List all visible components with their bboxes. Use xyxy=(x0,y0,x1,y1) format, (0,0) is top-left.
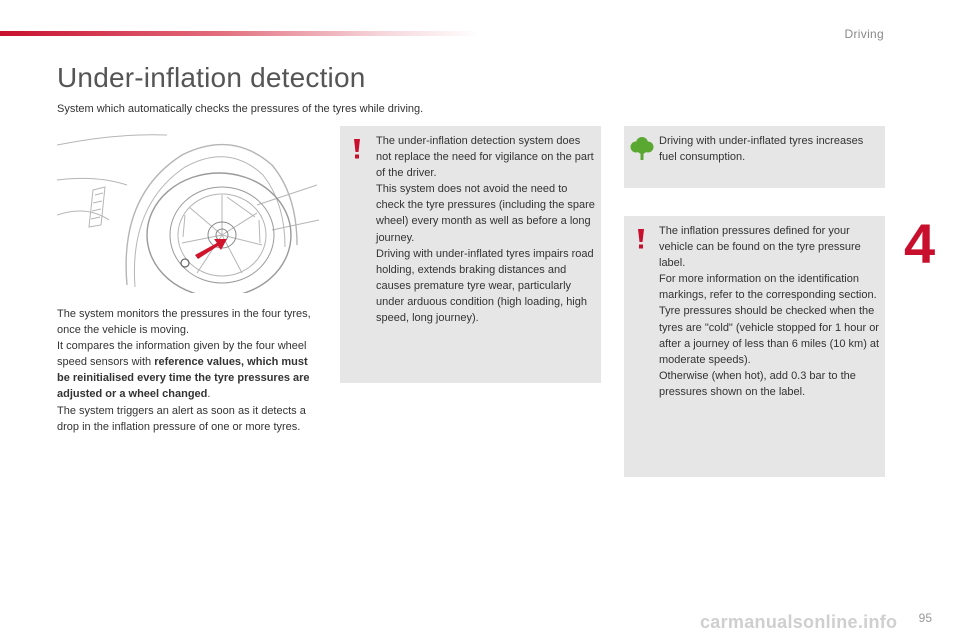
body-paragraph: The system monitors the pressures in the four tyres, once the vehicle is moving. xyxy=(57,308,311,337)
info-text: Tyre pressures should be checked when the tyres are "cold" (vehicle stopped for 1 hour or after a journey of less than 6 miles (10 km) at moderate speeds). xyxy=(659,305,880,366)
header-accent-bar xyxy=(0,31,480,36)
watermark: carmanualsonline.info xyxy=(700,612,898,632)
warning-text: The under-inflation detection system does not replace the need for vigilance on the part of the driver. xyxy=(376,135,594,180)
info-text: The inflation pressures defined for your vehicle can be found on the tyre pressure label. xyxy=(659,225,861,270)
warning-text: Driving with under-inflated tyres impairs road holding, extends braking distances and causes premature tyre wear, particularly under arduous condition (high loading, high speed, long journey). xyxy=(376,247,594,325)
chapter-number: 4 xyxy=(904,212,936,275)
eco-box xyxy=(624,126,885,188)
exclamation-icon xyxy=(634,228,648,250)
page-title: Under-inflation detection xyxy=(57,62,366,93)
warning-box xyxy=(340,126,601,383)
bold-emphasis: reference values, which must be reinitialised every time the tyre pressures are adjusted or a wheel changed xyxy=(57,356,310,401)
body-paragraph: It compares the information given by the four wheel speed sensors with reference values, which must be reinitialised every time the tyre pressures are adjusted or a wheel changed. xyxy=(57,340,310,401)
tree-icon xyxy=(629,135,655,161)
section-label: Driving xyxy=(844,27,884,41)
exclamation-icon xyxy=(350,138,364,160)
info-text: Otherwise (when hot), add 0.3 bar to the pressures shown on the label. xyxy=(659,369,856,398)
wheel-valve-illustration xyxy=(57,125,319,293)
info-text: For more information on the identification markings, refer to the corresponding section. xyxy=(659,273,877,302)
page-number: 95 xyxy=(918,611,932,625)
warning-text: This system does not avoid the need to check the tyre pressures (including the spare wheel) every month as well as before a long journey. xyxy=(376,183,595,244)
eco-text: Driving with under-inflated tyres increases fuel consumption. xyxy=(659,135,864,164)
body-paragraph: The system triggers an alert as soon as it detects a drop in the inflation pressure of one or more tyres. xyxy=(57,404,306,433)
info-box xyxy=(624,216,885,477)
page-subtitle: System which automatically checks the pressures of the tyres while driving. xyxy=(57,103,424,115)
body-text xyxy=(57,306,319,435)
